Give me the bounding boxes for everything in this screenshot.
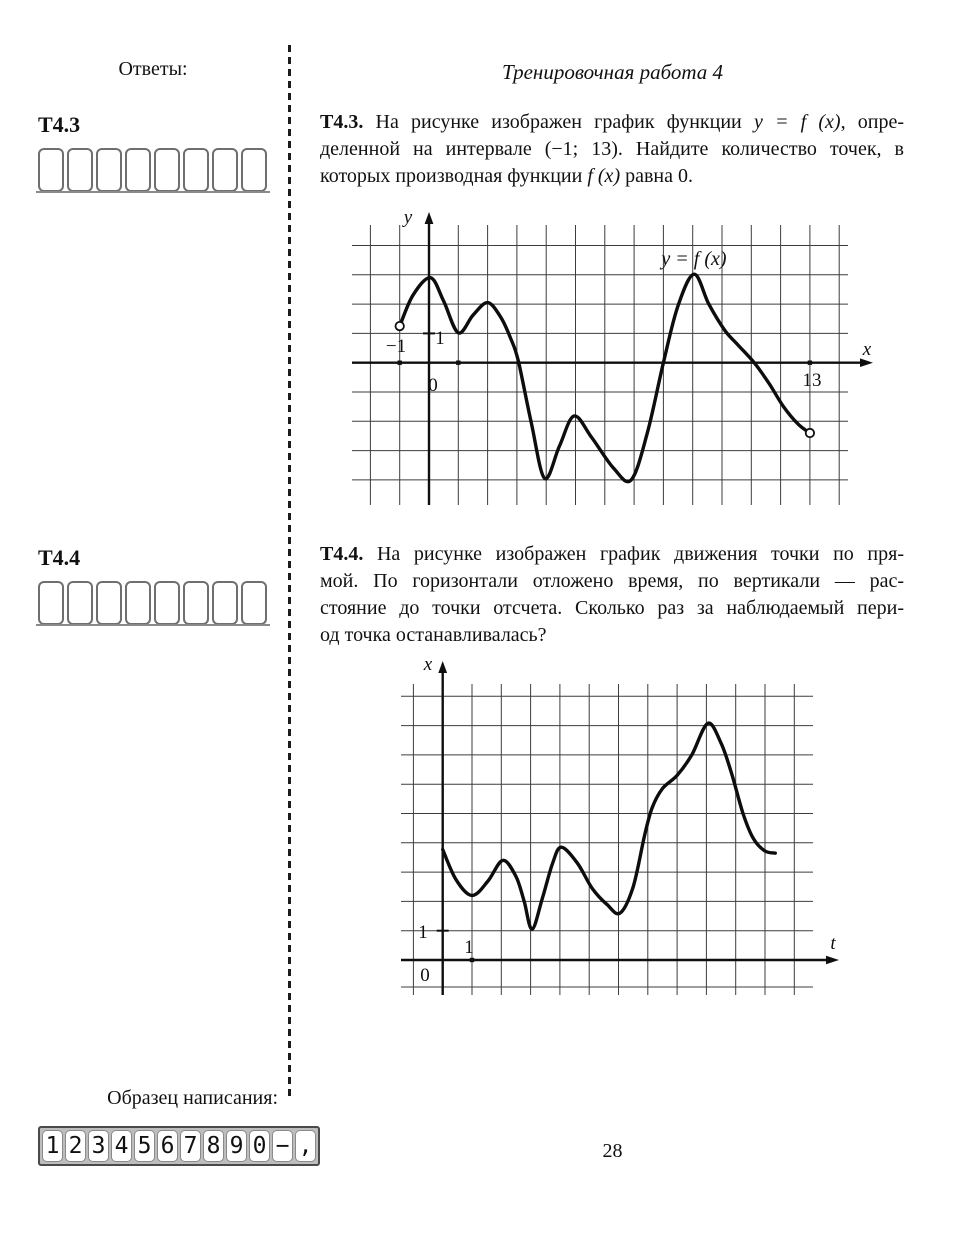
page-number: 28 xyxy=(602,1140,623,1162)
origin-label: 0 xyxy=(420,965,430,986)
x-tick-label-13: 13 xyxy=(802,370,822,391)
t-axis-label: t xyxy=(830,933,836,954)
problem-t44-text xyxy=(320,541,904,649)
text-segment: стояние до точки отсчета. Сколько раз за наблюдаемый пери- xyxy=(320,597,904,619)
answer-cells-row xyxy=(38,581,267,625)
worksheet-header: Тренировочная работа 4 xyxy=(501,60,724,84)
answer-cell xyxy=(241,148,267,192)
text-segment: Т4.3. xyxy=(320,111,364,133)
motion-curve xyxy=(443,723,776,929)
sample-writing-strip xyxy=(38,1126,320,1166)
text-segment: мой. По горизонтали отложено время, по вертикали — рас- xyxy=(320,570,904,592)
t43-function-graph xyxy=(350,205,875,530)
grid-lines xyxy=(352,225,848,505)
curve-label: y = f (x) xyxy=(661,248,727,270)
x-tick-mark-13 xyxy=(808,361,812,365)
sample-writing-caption: Образец написания: xyxy=(107,1087,278,1109)
answer-cell xyxy=(96,148,122,192)
open-endpoint-circle xyxy=(396,322,404,330)
problem-line xyxy=(320,136,904,163)
open-endpoint-circle xyxy=(806,429,814,437)
x-tick-label-minus1: −1 xyxy=(385,336,407,357)
problem-line xyxy=(320,163,904,190)
y-tick-label-1: 1 xyxy=(435,328,445,349)
answer-block-t44 xyxy=(38,545,267,625)
text-segment: равна 0. xyxy=(620,165,694,187)
text-segment: которых производная функции xyxy=(320,165,588,187)
answer-cell xyxy=(67,581,93,625)
x-tick-label-1: 1 xyxy=(418,922,428,943)
origin-label: 0 xyxy=(428,375,438,396)
sample-char-cell: , xyxy=(295,1130,316,1162)
sample-char-cell: 0 xyxy=(249,1130,270,1162)
sample-char-cell: 9 xyxy=(226,1130,247,1162)
answer-cell xyxy=(183,148,209,192)
answer-cell xyxy=(96,581,122,625)
answer-cell xyxy=(38,148,64,192)
answer-cells-row xyxy=(38,148,267,192)
t-tick-mark-1 xyxy=(470,958,474,962)
answer-cell xyxy=(183,581,209,625)
problem-line xyxy=(320,568,904,595)
t-tick-label-1: 1 xyxy=(464,937,474,958)
sample-char-cell: 1 xyxy=(42,1130,63,1162)
answer-cell xyxy=(38,581,64,625)
sample-char-cell: 5 xyxy=(134,1130,155,1162)
text-segment: y = f (x) xyxy=(753,111,841,133)
answer-cell xyxy=(154,148,180,192)
answer-cell xyxy=(125,581,151,625)
t44-motion-graph xyxy=(395,650,845,1000)
answer-cell xyxy=(212,148,238,192)
answer-cell xyxy=(241,581,267,625)
answer-block-t43-label: Т4.3 xyxy=(38,112,81,137)
answer-cell xyxy=(154,581,180,625)
text-segment: , опре- xyxy=(840,111,904,133)
sample-char-cell: 8 xyxy=(203,1130,224,1162)
x-tick-mark-minus1 xyxy=(398,361,402,365)
text-segment: На рисунке изображен график функции xyxy=(363,111,754,133)
sample-char-cell: 6 xyxy=(157,1130,178,1162)
sample-char-cell: 7 xyxy=(180,1130,201,1162)
text-segment: f (x) xyxy=(587,165,621,187)
sample-char-cell: 4 xyxy=(111,1130,132,1162)
answers-title: Ответы: xyxy=(118,58,188,80)
text-segment: На рисунке изображен график движения точки по пря- xyxy=(363,543,904,565)
sample-char-cell: − xyxy=(272,1130,293,1162)
problem-line xyxy=(320,622,904,649)
problem-t43-text xyxy=(320,109,904,190)
sample-char-cell: 3 xyxy=(88,1130,109,1162)
answer-block-t44-label: Т4.4 xyxy=(38,545,81,570)
sample-char-cell: 2 xyxy=(65,1130,86,1162)
grid-lines xyxy=(401,684,813,995)
x-axis-arrowhead xyxy=(438,661,447,673)
answer-cell xyxy=(67,148,93,192)
dashed-column-divider xyxy=(288,45,291,1101)
x-axis-label: x xyxy=(862,339,872,360)
answer-cell xyxy=(125,148,151,192)
problem-line xyxy=(320,109,904,136)
answer-cell xyxy=(212,581,238,625)
x-tick-mark-1 xyxy=(456,361,460,365)
t-axis-arrowhead xyxy=(826,956,839,965)
answer-block-t43 xyxy=(38,112,267,192)
y-axis-arrowhead xyxy=(425,212,434,224)
text-segment: деленной на интервале (−1; 13). Найдите количество точек, в xyxy=(320,138,904,160)
text-segment: од точка останавливалась? xyxy=(320,624,547,646)
problem-line xyxy=(320,541,904,568)
y-axis-label: y xyxy=(403,207,413,228)
problem-line xyxy=(320,595,904,622)
x-axis-label: x xyxy=(423,654,433,675)
text-segment: Т4.4. xyxy=(320,543,364,565)
